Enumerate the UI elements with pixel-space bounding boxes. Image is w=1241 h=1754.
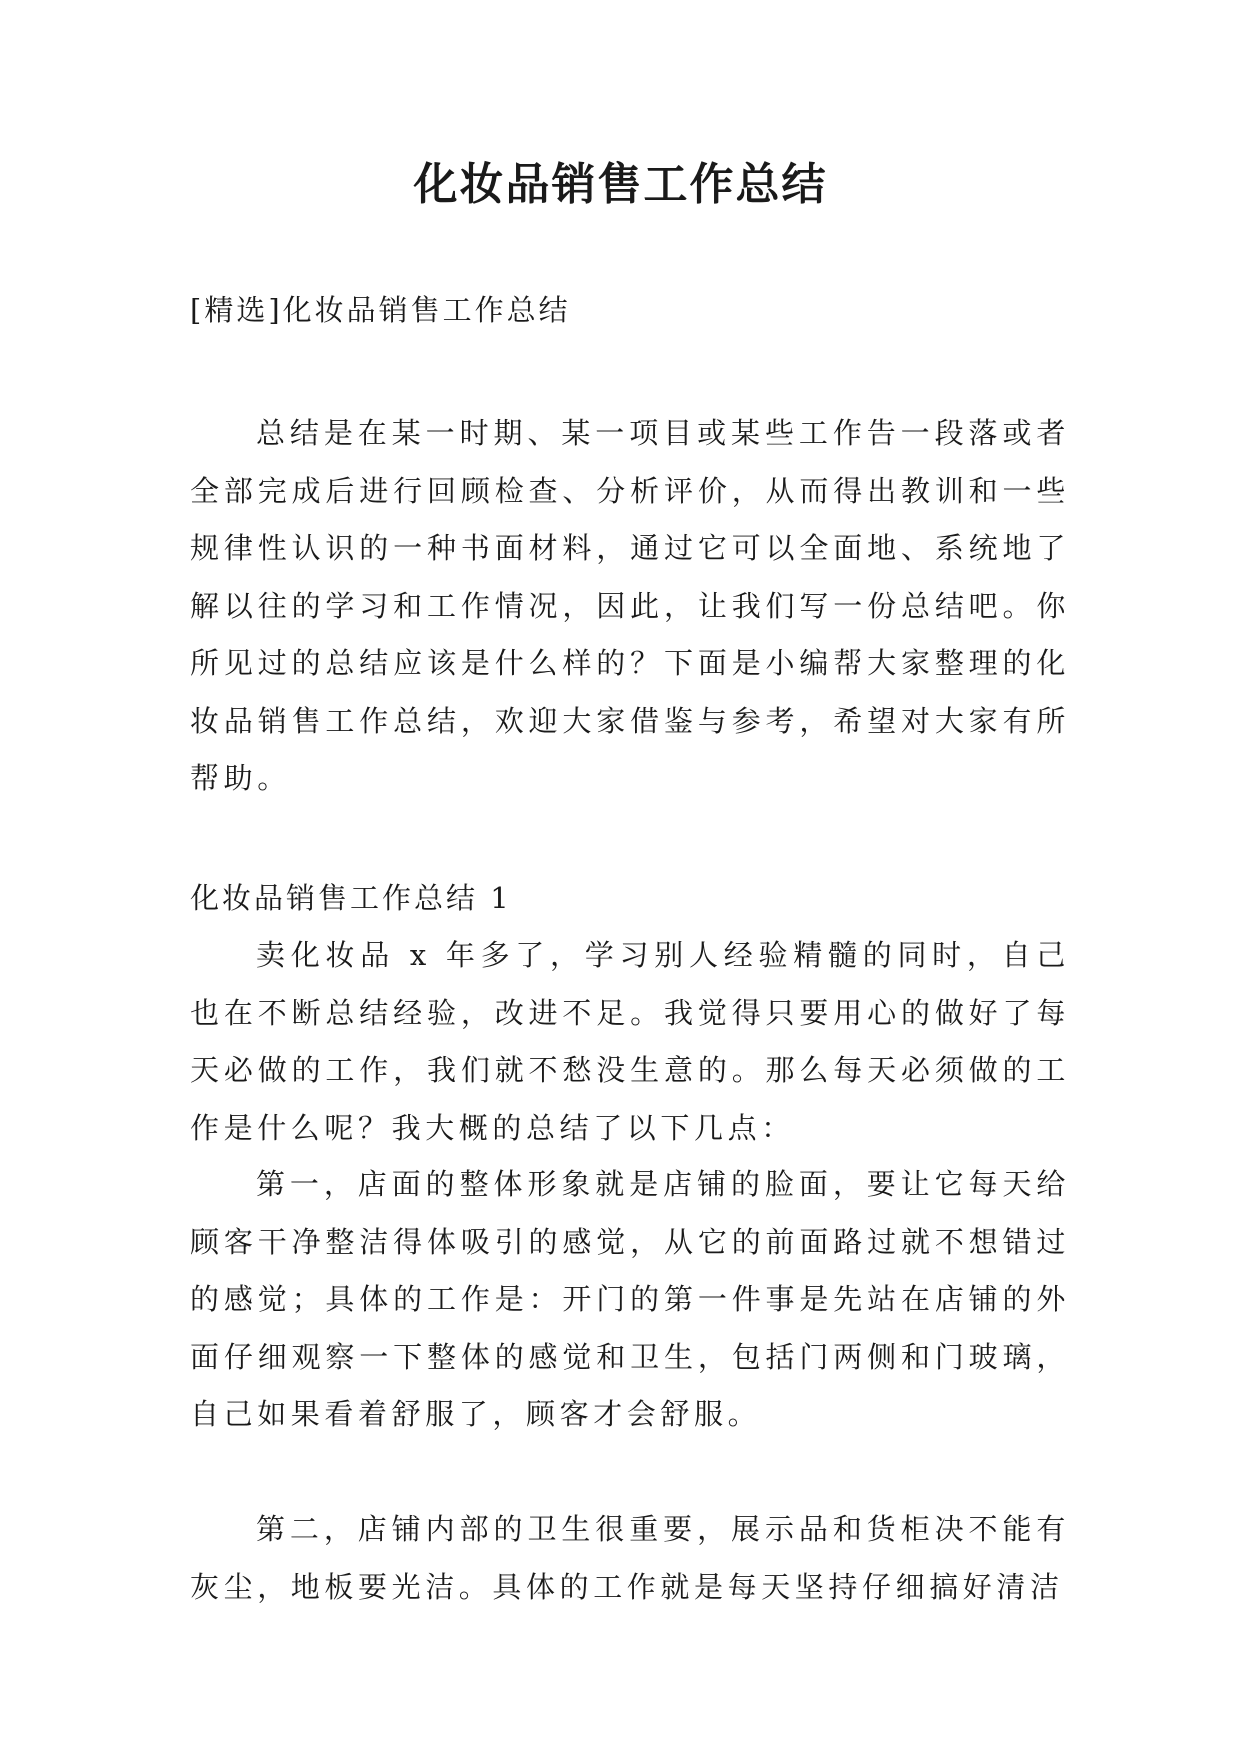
intro-paragraph: 总结是在某一时期、某一项目或某些工作告一段落或者全部完成后进行回顾检查、分析评价，从而得出教训和一些规律性认识的一种书面材料，通过它可以全面地、系统地了解以往的学习和工作情况，因此，让我们写一份总结吧。你所见过的总结应该是什么样的？下面是小编帮大家整理的化妆品销售工作总结，欢迎大家借鉴与参考，希望对大家有所帮助。 — [190, 416, 1070, 795]
body-paragraph: 第一，店面的整体形象就是店铺的脸面，要让它每天给顾客干净整洁得体吸引的感觉，从它的前面路过就不想错过的感觉；具体的工作是：开门的第一件事是先站在店铺的外面仔细观察一下整体的感觉和卫生，包括门两侧和门玻璃，自己如果看着舒服了，顾客才会舒服。 — [190, 1167, 1070, 1431]
section-heading: 化妆品销售工作总结 1 — [190, 881, 512, 915]
document-title: 化妆品销售工作总结 — [413, 159, 828, 210]
document-subtitle: [精选]化妆品销售工作总结 — [190, 293, 571, 327]
body-paragraph: 卖化妆品 x 年多了，学习别人经验精髓的同时，自己也在不断总结经验，改进不足。我觉得只要用心的做好了每天必做的工作，我们就不愁没生意的。那么每天必须做的工作是什么呢？我大概的总结了以下几点： — [190, 938, 1070, 1145]
body-paragraph: 第二，店铺内部的卫生很重要，展示品和货柜决不能有灰尘，地板要光洁。具体的工作就是每天坚持仔细搞好清洁 — [190, 1512, 1070, 1604]
